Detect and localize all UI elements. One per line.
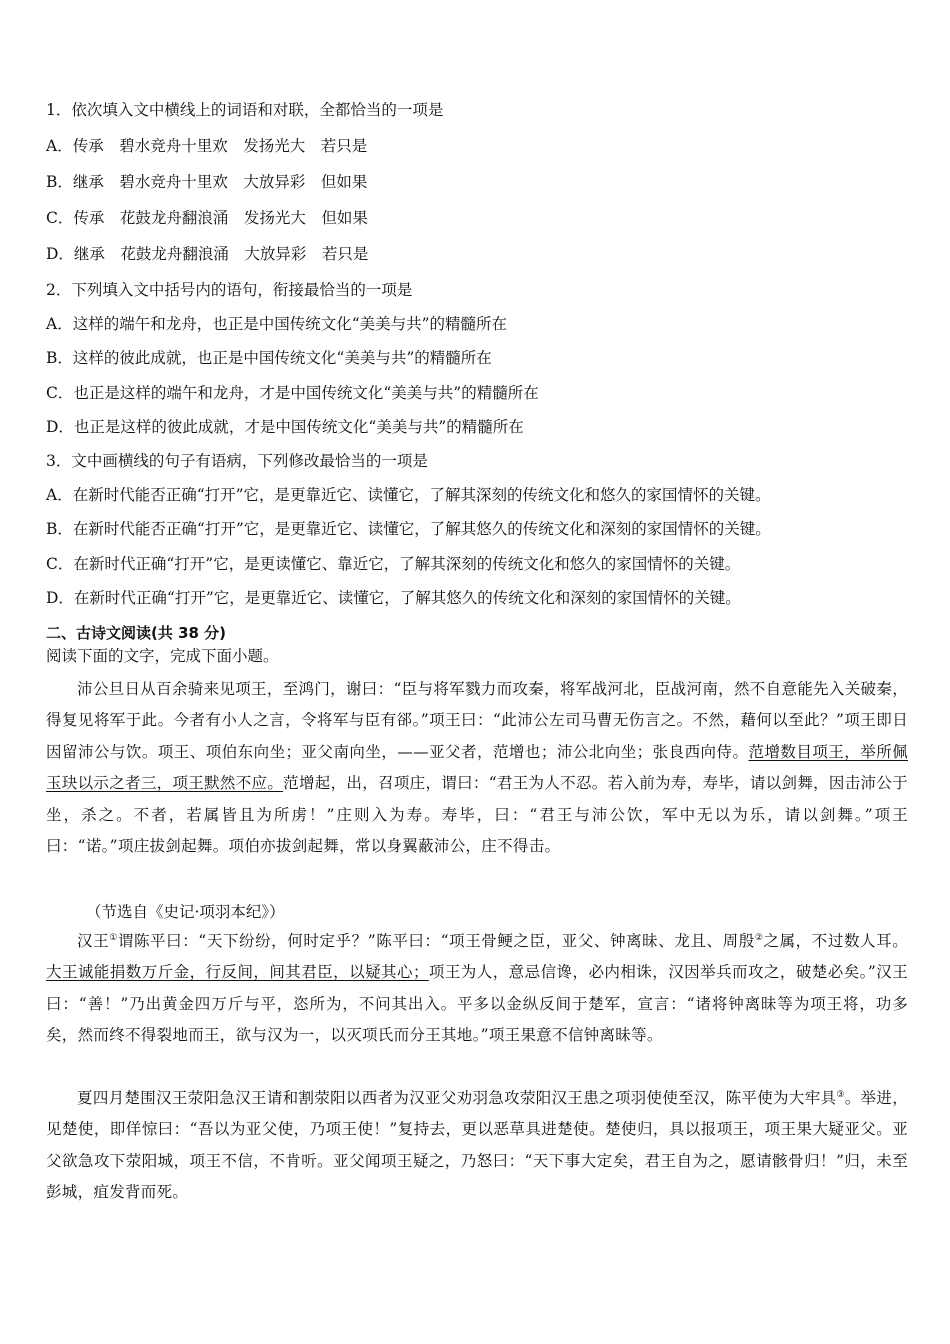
question-2-option-a: A．这样的端午和龙舟，也正是中国传统文化“美美与共”的精髓所在 — [46, 315, 508, 333]
question-2-option-c: C．也正是这样的端午和龙舟，才是中国传统文化“美美与共”的精髓所在 — [46, 384, 539, 402]
question-2-option-d: D．也正是这样的彼此成就，才是中国传统文化“美美与共”的精髓所在 — [46, 418, 524, 436]
section-instruction: 阅读下面的文字，完成下面小题。 — [46, 647, 279, 665]
section-heading: 二、古诗文阅读(共 38 分) — [46, 624, 227, 642]
question-1-option-d: D．继承 花鼓龙舟翻浪涌 大放异彩 若只是 — [46, 245, 369, 263]
footnote-marker-3: ③ — [836, 1089, 845, 1100]
question-3-option-a: A．在新时代能否正确“打开”它，是更靠近它、读懂它，了解其深刻的传统文化和悠久的家国情怀的关键。 — [46, 486, 771, 504]
footnote-marker-2: ② — [754, 932, 764, 943]
question-1-stem: 1．依次填入文中横线上的词语和对联，全都恰当的一项是 — [46, 101, 444, 119]
passage-2-text: 谓陈平曰：“天下纷纷，何时定乎？”陈平曰：“项王骨鲠之臣，亚父、钟离昧、龙且、周殷 — [117, 932, 755, 950]
passage-2-text: 之属，不过数人耳。 — [763, 932, 909, 950]
passage-2-paragraph-2 — [46, 1083, 908, 1209]
passage-1-text-a: 沛公旦日从百余骑来见项王，至鸿门，谢曰：“臣与将军戮力而攻秦，将军战河北，臣战河南，然不自意能先入关破秦，得复见将军于此。今者有小人之言，令将军与臣有郤。”项王曰：“此沛公左司马曹无伤言之。不然，藉何以至此？”项王即日因留沛公与饮。项王、项伯东向坐；亚父南向坐，——亚父者，范增也；沛公北向坐；张良西向侍。 — [46, 680, 908, 761]
passage-1-underlined-sentence: 范增数目项王，举所佩玉玦以示之者三，项王默然不应。 — [46, 742, 908, 793]
passage-1-text-b: 范增起，出，召项庄，谓曰：“君王为人不忍。若入前为寿，寿毕，请以剑舞，因击沛公于坐，杀之。不者，若属皆且为所虏！”庄则入为寿。寿毕，曰：“君王与沛公饮，军中无以为乐，请以剑舞。”项王曰：“诺。”项庄拔剑起舞。项伯亦拔剑起舞，常以身翼蔽沛公，庄不得击。 — [46, 774, 908, 856]
passage-2-text: 项王为人，意忌信谗，必内相诛，汉因举兵而攻之，破楚必矣。”汉王曰：“善！”乃出黄金四万斤与平，恣所为，不问其出入。平多以金纵反间于楚军，宣言：“诸将钟离昧等为项王将，功多矣，然而终不得裂地而王，欲与汉为一，以灭项氏而分王其地。”项王果意不信钟离昧等。 — [46, 963, 908, 1045]
passage-2-underlined-sentence: 大王诚能捐数万斤金，行反间，间其君臣，以疑其心； — [46, 963, 429, 982]
question-3-option-c: C．在新时代正确“打开”它，是更读懂它、靠近它，了解其深刻的传统文化和悠久的家国情怀的关键。 — [46, 555, 741, 573]
passage-2-text: 。举进，见楚使，即佯惊曰：“吾以为亚父使，乃项王使！”复持去，更以恶草具进楚使。楚使归，具以报项王，项王果大疑亚父。亚父欲急攻下荥阳城，项王不信，不肯听。亚父闻项王疑之，乃怒曰：“天下事大定矣，君王自为之，愿请骸骨归！”归，未至彭城，疽发背而死。 — [46, 1089, 908, 1202]
question-3-option-d: D．在新时代正确“打开”它，是更靠近它、读懂它，了解其悠久的传统文化和深刻的家国情怀的关键。 — [46, 589, 741, 607]
passage-2-paragraph-1 — [46, 926, 908, 1052]
question-1-option-b: B．继承 碧水竞舟十里欢 大放异彩 但如果 — [46, 173, 368, 191]
question-2-stem: 2．下列填入文中括号内的语句，衔接最恰当的一项是 — [46, 281, 413, 299]
question-3-stem: 3．文中画横线的句子有语病，下列修改最恰当的一项是 — [46, 452, 428, 470]
footnote-marker-1: ① — [109, 932, 118, 943]
passage-1-source: （节选自《史记·项羽本纪》） — [86, 903, 285, 921]
passage-1 — [46, 674, 908, 862]
passage-2-text: 汉王 — [77, 932, 110, 950]
question-1-option-c: C．传承 花鼓龙舟翻浪涌 发扬光大 但如果 — [46, 209, 368, 227]
question-2-option-b: B．这样的彼此成就，也正是中国传统文化“美美与共”的精髓所在 — [46, 349, 492, 367]
question-1-option-a: A．传承 碧水竞舟十里欢 发扬光大 若只是 — [46, 137, 368, 155]
passage-2-text: 夏四月楚围汉王荥阳急汉王请和割荥阳以西者为汉亚父劝羽急攻荥阳汉王患之项羽使使至汉，陈平使为大牢具 — [77, 1089, 837, 1107]
question-3-option-b: B．在新时代能否正确“打开”它，是更靠近它、读懂它，了解其悠久的传统文化和深刻的家国情怀的关键。 — [46, 520, 771, 538]
